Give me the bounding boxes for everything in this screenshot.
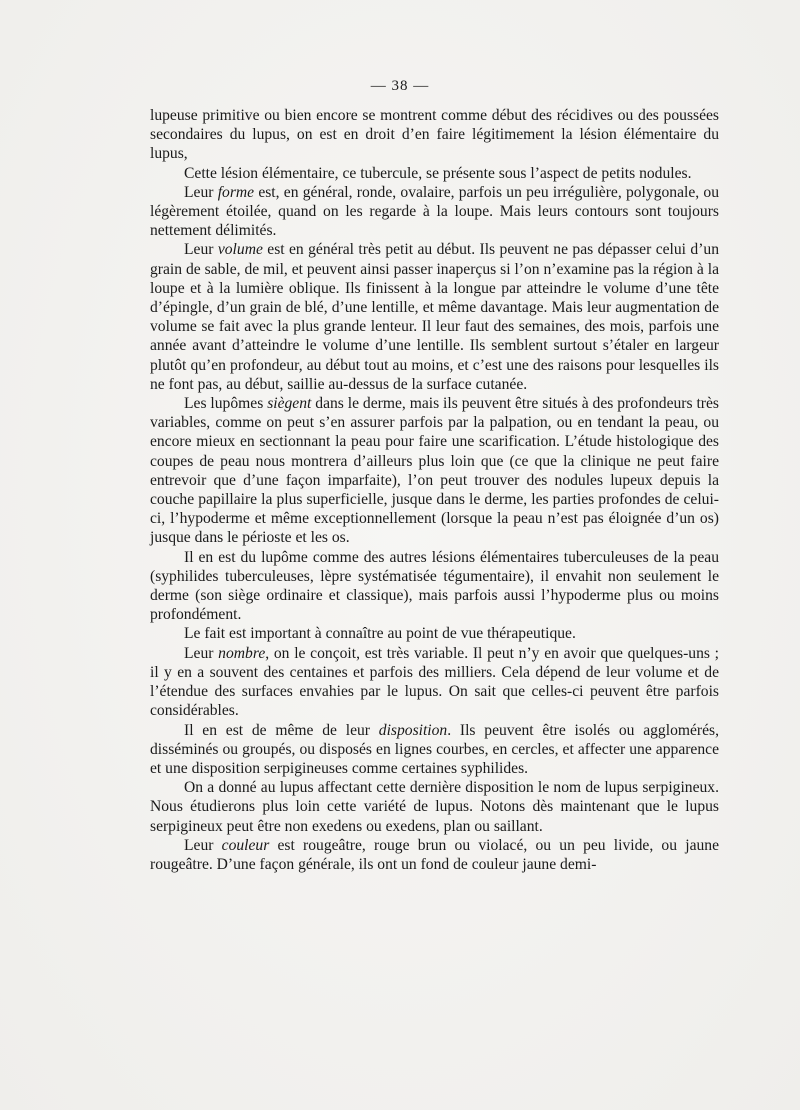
paragraph-lead: Il en est de même de leur — [184, 721, 379, 739]
paragraph — [150, 644, 719, 721]
paragraph-rest: . Ils peuvent être isolés ou agglomérés, disséminés ou groupés, ou disposés en lignes courbes, en cercles, et affecter une apparence et une disposition serpigineuses comme certaines syphilides. — [150, 721, 719, 777]
paragraph: On a donné au lupus affectant cette dernière disposition le nom de lupus serpigineux. Nous étudierons plus loin cette variété de lupus. Notons dès maintenant que le lupus serpigineux peut être non exedens ou exedens, plan ou saillant. — [150, 779, 719, 835]
paragraph-lead: Leur — [184, 644, 219, 662]
paragraph — [150, 394, 719, 548]
paragraph-lead: Leur — [184, 241, 218, 259]
emphasis-term: couleur — [221, 836, 270, 854]
emphasis-term: forme — [217, 183, 255, 201]
paragraph-lead: Les lupômes — [184, 395, 268, 413]
paragraph-lead: Leur — [184, 836, 222, 854]
emphasis-term: volume — [217, 241, 263, 259]
paragraph — [150, 183, 719, 241]
paragraph: Il en est du lupôme comme des autres lésions élémentaires tuberculeuses de la peau (syphilides tuberculeuses, lèpre systématisée tégumentaire), il envahit non seulement le derme (son siège ordinaire et classique), mais parfois aussi l’hypoderme plus ou moins profondément. — [150, 548, 719, 624]
page-number: — 38 — — [370, 78, 430, 94]
paragraph: Cette lésion élémentaire, ce tubercule, se présente sous l’aspect de petits nodules. — [184, 164, 692, 182]
paragraph-rest: est rougeâtre, rouge brun ou violacé, ou un peu livide, ou jaune rougeâtre. D’une façon générale, ils ont un fond de couleur jaune demi- — [150, 836, 719, 873]
paragraph-rest: , on le conçoit, est très variable. Il peut n’y en avoir que quelques-uns ; il y en a souvent des centaines et parfois des milliers. Cela dépend de leur volume et de l’étendue des surfaces envahies par le lupus. On sait que celles-ci peuvent être parfois considérables. — [150, 644, 719, 720]
paragraph-rest: est, en général, ronde, ovalaire, parfois un peu irrégulière, polygonale, ou légèrement étoilée, quand on les regarde à la loupe. Mais leurs contours sont toujours nettement délimités. — [150, 183, 719, 240]
paragraph-rest: est en général très petit au début. Ils peuvent ne pas dépasser celui d’un grain de sable, de mil, et peuvent ainsi passer inaperçus si l’on n’examine pas la région à la loupe et à la lumière oblique. Ils finissent à la longue par atteindre le volume d’une tête d’épingle, d’un grain de blé, d’une lentille, et même davantage. Mais leur augmentation de volume se fait avec la plus grande lenteur. Il leur faut des semaines, des mois, parfois une année avant d’atteindre le volume d’une lentille. Ils semblent surtout s’étaler en largeur plutôt qu’en profondeur, au début tout au moins, et c’est une des raisons pour lesquelles ils ne font pas, au début, saillie au-dessus de la surface cutanée. — [150, 241, 719, 393]
paragraph: lupeuse primitive ou bien encore se montrent comme début des récidives ou des poussées secondaires du lupus, on est en droit d’en faire légitimement la lésion élémentaire du lupus, — [150, 107, 719, 163]
emphasis-term: nombre — [218, 644, 266, 662]
paragraph — [150, 240, 719, 394]
paragraph — [150, 721, 719, 779]
paragraph-rest: dans le derme, mais ils peuvent être situés à des profondeurs très variables, comme on peut s’en assurer parfois par la palpation, ou en tendant la peau, ou encore mieux en sectionnant la peau pour faire une scarification. L’étude histologique des coupes de peau nous montrera d’ailleurs plus loin que (ce que la clinique ne peut faire entrevoir que d’une façon imparfaite), l’on peut trouver des nodules lupeux depuis la couche papillaire la plus superficielle, jusque dans le derme, les parties profondes de celui-ci, l’hypoderme et même exceptionnellement (lorsque la peau n’est pas éloignée d’un os) jusque dans le périoste et les os. — [150, 395, 719, 547]
body-text — [150, 106, 719, 874]
paragraph-lead: Leur — [184, 183, 218, 201]
paragraph: Le fait est important à connaître au point de vue thérapeutique. — [184, 625, 576, 643]
paragraph — [150, 836, 719, 874]
emphasis-term: siègent — [267, 395, 312, 413]
emphasis-term: disposition — [378, 721, 448, 739]
